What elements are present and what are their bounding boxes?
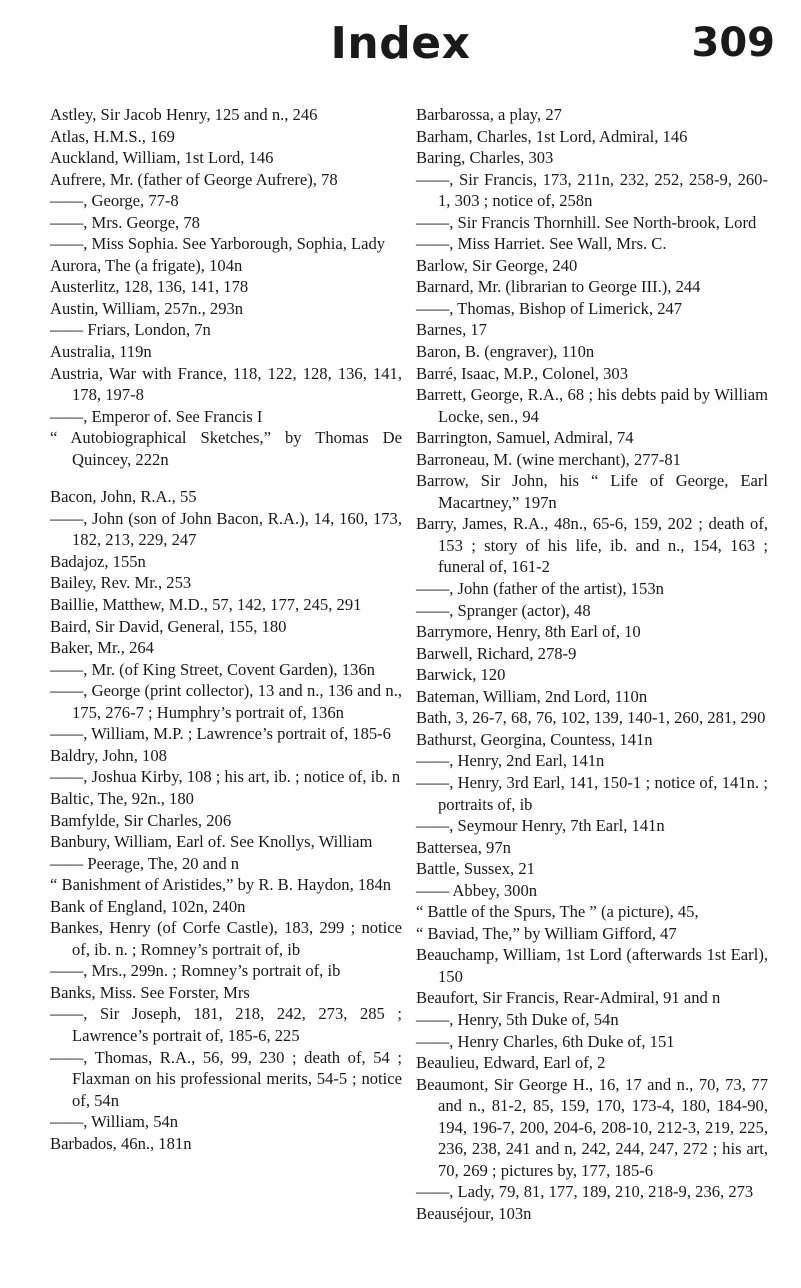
index-entry: Bateman, William, 2nd Lord, 110n bbox=[416, 686, 648, 706]
index-column-right bbox=[416, 104, 768, 1224]
index-entry: Bacon, John, R.A., 55 bbox=[50, 487, 197, 507]
index-entry: Australia, 119n bbox=[50, 342, 152, 362]
index-entry: ——, Lady, 79, 81, 177, 189, 210, 218-9, 236, 273 bbox=[416, 1182, 754, 1202]
index-entry: Baillie, Matthew, M.D., 57, 142, 177, 245, 291 bbox=[50, 595, 362, 615]
index-entry: ——, William, 54n bbox=[50, 1112, 179, 1132]
index-entry: Barham, Charles, 1st Lord, Admiral, 146 bbox=[416, 126, 688, 146]
index-entry: Baird, Sir David, General, 155, 180 bbox=[50, 616, 287, 636]
index-entry: Barbarossa, a play, 27 bbox=[416, 105, 562, 124]
index-entry: Bathurst, Georgina, Countess, 141n bbox=[416, 729, 653, 749]
index-entry: Barry, James, R.A., 48n., 65-6, 159, 202 ; death of, 153 ; story of his life, ib. and n., 154, 163 ; funeral of, 161-2 bbox=[416, 514, 768, 577]
index-entry: ——, John (father of the artist), 153n bbox=[416, 579, 664, 599]
index-entry: Bank of England, 102n, 240n bbox=[50, 896, 246, 916]
index-entry: ——, Mrs., 299n. ; Romney’s portrait of, ib bbox=[50, 961, 341, 981]
index-entry: Baltic, The, 92n., 180 bbox=[50, 788, 194, 808]
index-entry: ——, Sir Joseph, 181, 218, 242, 273, 285 ; Lawrence’s portrait of, 185-6, 225 bbox=[50, 1004, 402, 1045]
index-entry: “ Autobiographical Sketches,” by Thomas De Quincey, 222n bbox=[50, 428, 402, 469]
index-entry: Bath, 3, 26-7, 68, 76, 102, 139, 140-1, 260, 281, 290 bbox=[416, 708, 766, 728]
index-entry: Aufrere, Mr. (father of George Aufrere), 78 bbox=[50, 169, 338, 189]
index-entry: ——, Henry Charles, 6th Duke of, 151 bbox=[416, 1031, 675, 1051]
index-entry: Bamfylde, Sir Charles, 206 bbox=[50, 810, 232, 830]
index-entry: Astley, Sir Jacob Henry, 125 and n., 246 bbox=[50, 105, 318, 124]
index-entry: Baldry, John, 108 bbox=[50, 745, 167, 765]
index-entry: Banbury, William, Earl of. See Knollys, William bbox=[50, 832, 373, 852]
index-entry: ——, Henry, 5th Duke of, 54n bbox=[416, 1009, 619, 1029]
index-entry: Beaumont, Sir George H., 16, 17 and n., 70, 73, 77 and n., 81-2, 85, 159, 170, 173-4, 180, 184-90, 194, 196-7, 200, 204-6, 208-10, 212-3, 219, 225, 236, 238, 241 and n, 242, 244, 247, 272 ; his art, 70, 269 ; pictures by, 177, 185-6 bbox=[416, 1074, 768, 1180]
index-column-left bbox=[50, 104, 402, 1154]
index-entry: Banks, Miss. See Forster, Mrs bbox=[50, 982, 250, 1002]
index-entry: Austerlitz, 128, 136, 141, 178 bbox=[50, 277, 249, 297]
index-entry: Barwick, 120 bbox=[416, 665, 506, 685]
index-entry: ——, Henry, 2nd Earl, 141n bbox=[416, 751, 605, 771]
index-entry: ——, Seymour Henry, 7th Earl, 141n bbox=[416, 816, 665, 836]
index-entry: Baker, Mr., 264 bbox=[50, 638, 154, 658]
index-entry: Baron, B. (engraver), 110n bbox=[416, 342, 595, 362]
index-entry: ——, Mr. (of King Street, Covent Garden), 136n bbox=[50, 659, 375, 679]
index-entry: Beauséjour, 103n bbox=[416, 1203, 532, 1223]
index-entry: ——, Henry, 3rd Earl, 141, 150-1 ; notice of, 141n. ; portraits of, ib bbox=[416, 772, 768, 814]
index-entry: Atlas, H.M.S., 169 bbox=[50, 126, 175, 146]
index-entry: Barrow, Sir John, his “ Life of George, Earl Macartney,” 197n bbox=[416, 471, 768, 512]
index-entry: ——, Sir Francis, 173, 211n, 232, 252, 258-9, 260-1, 303 ; notice of, 258n bbox=[416, 169, 768, 211]
index-entry: “ Battle of the Spurs, The ” (a picture), 45, bbox=[416, 902, 699, 922]
index-entry: Beauchamp, William, 1st Lord (afterwards 1st Earl), 150 bbox=[416, 945, 768, 986]
index-entry: Barrington, Samuel, Admiral, 74 bbox=[416, 428, 634, 448]
index-entry: Barnard, Mr. (librarian to George III.), 244 bbox=[416, 277, 701, 297]
page-title: Index bbox=[330, 18, 471, 69]
index-entry: ——, Emperor of. See Francis I bbox=[50, 406, 263, 426]
index-entry: Auckland, William, 1st Lord, 146 bbox=[50, 148, 274, 168]
index-entry: Austin, William, 257n., 293n bbox=[50, 298, 244, 318]
index-entry: ——, Mrs. George, 78 bbox=[50, 212, 200, 232]
index-entry: Austria, War with France, 118, 122, 128, 136, 141, 178, 197-8 bbox=[50, 363, 402, 405]
index-entry: Beaulieu, Edward, Earl of, 2 bbox=[416, 1053, 606, 1073]
index-entry: Badajoz, 155n bbox=[50, 551, 146, 571]
index-entry: Barbados, 46n., 181n bbox=[50, 1133, 192, 1153]
index-entry: Aurora, The (a frigate), 104n bbox=[50, 255, 243, 275]
index-entry: Battle, Sussex, 21 bbox=[416, 859, 535, 879]
index-entry: ——, Spranger (actor), 48 bbox=[416, 600, 591, 620]
index-entry: ——, Thomas, Bishop of Limerick, 247 bbox=[416, 298, 683, 318]
index-entry: ——, William, M.P. ; Lawrence’s portrait of, 185-6 bbox=[50, 724, 391, 744]
index-entry: —— Abbey, 300n bbox=[416, 880, 538, 900]
index-entry: ——, John (son of John Bacon, R.A.), 14, 160, 173, 182, 213, 229, 247 bbox=[50, 508, 402, 550]
index-entry: Bailey, Rev. Mr., 253 bbox=[50, 573, 192, 593]
index-entry: ——, Miss Harriet. See Wall, Mrs. C. bbox=[416, 234, 667, 254]
index-entry: Barrett, George, R.A., 68 ; his debts paid by William Locke, sen., 94 bbox=[416, 385, 768, 426]
index-entry: Beaufort, Sir Francis, Rear-Admiral, 91 and n bbox=[416, 988, 721, 1008]
index-entry: ——, George, 77-8 bbox=[50, 191, 179, 211]
index-entry: Barwell, Richard, 278-9 bbox=[416, 643, 577, 663]
index-entry: —— Peerage, The, 20 and n bbox=[50, 853, 240, 873]
index-entry: “ Baviad, The,” by William Gifford, 47 bbox=[416, 923, 677, 943]
index-entry: Barré, Isaac, M.P., Colonel, 303 bbox=[416, 363, 628, 383]
index-entry: Barnes, 17 bbox=[416, 320, 487, 340]
index-entry: ——, Thomas, R.A., 56, 99, 230 ; death of, 54 ; Flaxman on his professional merits, 54-5 ; notice of, 54n bbox=[50, 1047, 402, 1110]
index-entry: ——, Joshua Kirby, 108 ; his art, ib. ; notice of, ib. n bbox=[50, 767, 401, 787]
index-entry: Bankes, Henry (of Corfe Castle), 183, 299 ; notice of, ib. n. ; Romney’s portrait of, ib bbox=[50, 918, 402, 959]
index-entry: Barroneau, M. (wine merchant), 277-81 bbox=[416, 449, 681, 469]
index-entry: Battersea, 97n bbox=[416, 837, 511, 857]
index-entry: Barlow, Sir George, 240 bbox=[416, 255, 578, 275]
page-number: 309 bbox=[691, 20, 775, 66]
index-entry: Baring, Charles, 303 bbox=[416, 148, 554, 168]
index-entry: Barrymore, Henry, 8th Earl of, 10 bbox=[416, 622, 641, 642]
page-header bbox=[0, 0, 801, 80]
index-entry: ——, Miss Sophia. See Yarborough, Sophia, Lady bbox=[50, 234, 386, 254]
index-entry: ——, George (print collector), 13 and n., 136 and n., 175, 276-7 ; Humphry’s portrait of, 136n bbox=[50, 681, 402, 722]
index-entry: ——, Sir Francis Thornhill. See North-brook, Lord bbox=[416, 212, 757, 232]
index-entry: “ Banishment of Aristides,” by R. B. Haydon, 184n bbox=[50, 875, 392, 895]
index-entry: —— Friars, London, 7n bbox=[50, 320, 211, 340]
